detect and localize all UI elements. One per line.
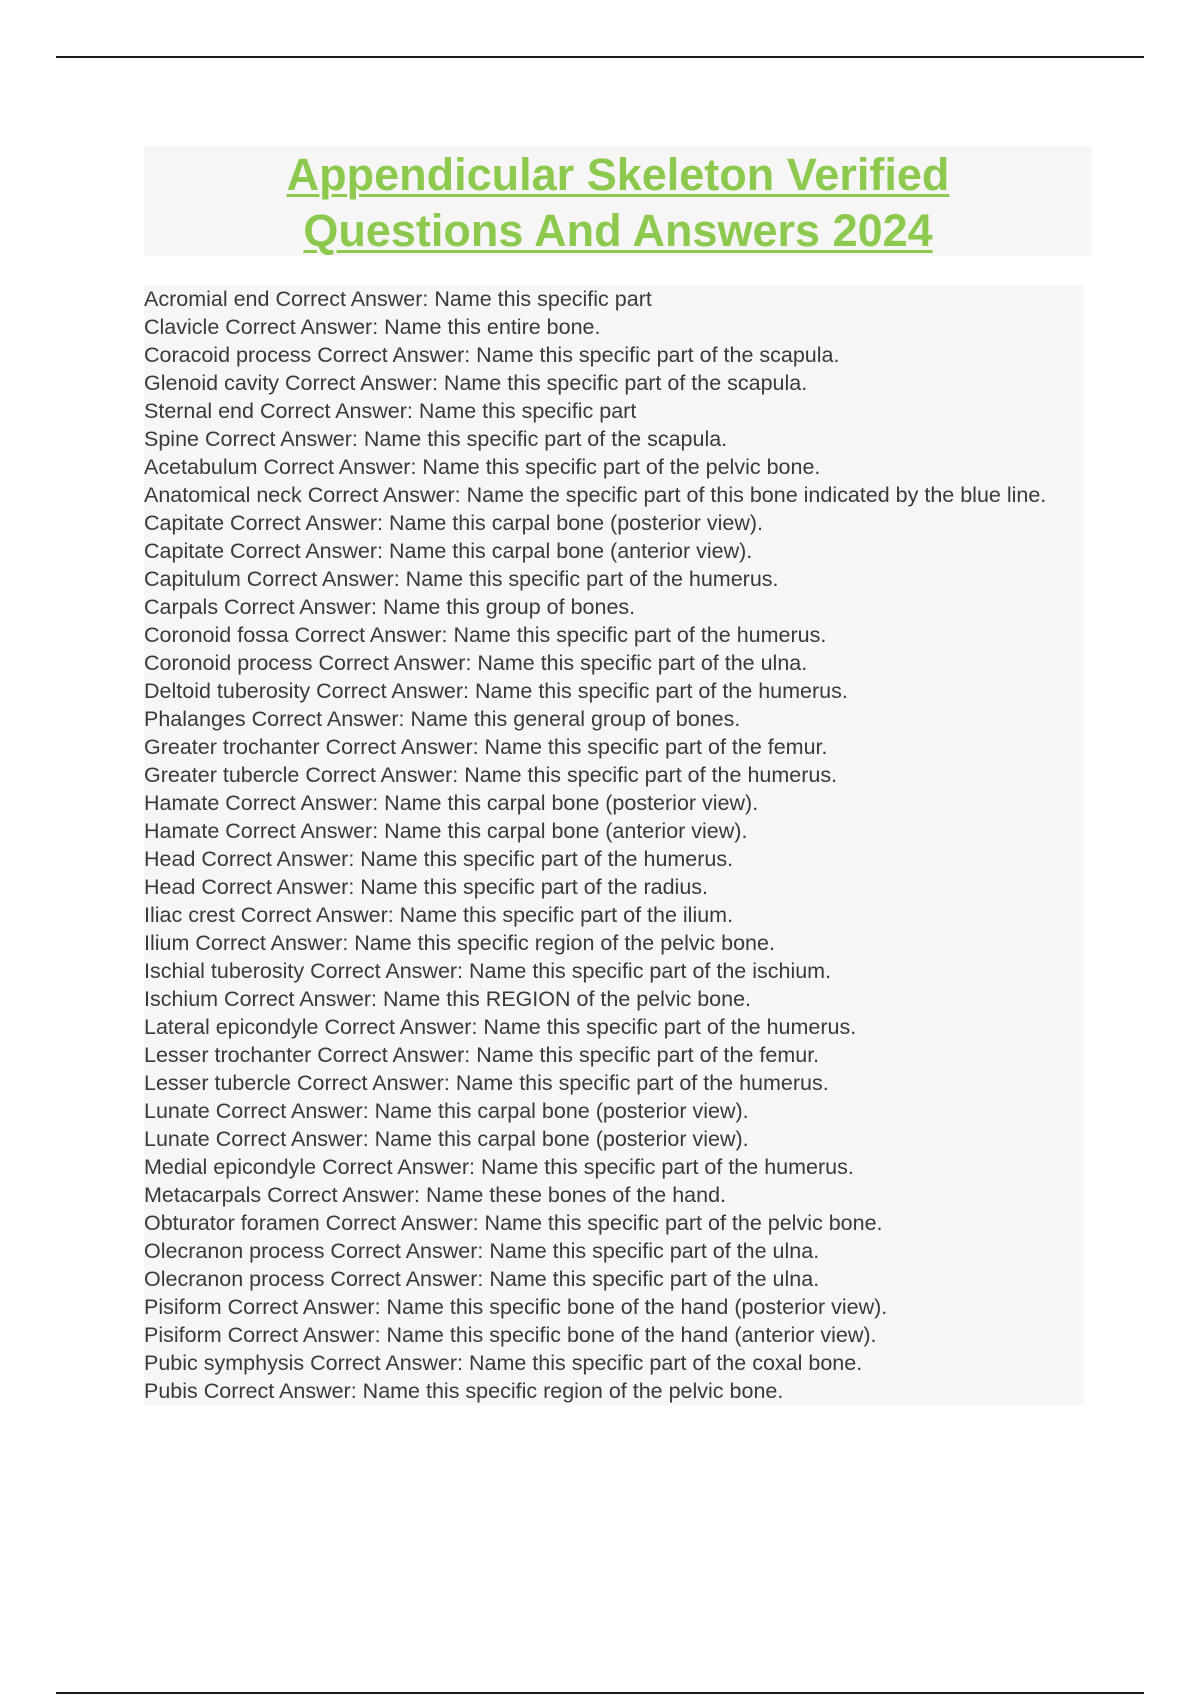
qa-item: Lunate Correct Answer: Name this carpal bone (posterior view). bbox=[144, 1125, 1084, 1153]
qa-item: Metacarpals Correct Answer: Name these bones of the hand. bbox=[144, 1181, 1084, 1209]
qa-item: Ilium Correct Answer: Name this specific region of the pelvic bone. bbox=[144, 929, 1084, 957]
qa-item: Spine Correct Answer: Name this specific part of the scapula. bbox=[144, 425, 1084, 453]
qa-item: Acetabulum Correct Answer: Name this specific part of the pelvic bone. bbox=[144, 453, 1084, 481]
qa-item: Capitulum Correct Answer: Name this specific part of the humerus. bbox=[144, 565, 1084, 593]
qa-item: Olecranon process Correct Answer: Name this specific part of the ulna. bbox=[144, 1265, 1084, 1293]
qa-item: Pubic symphysis Correct Answer: Name this specific part of the coxal bone. bbox=[144, 1349, 1084, 1377]
qa-item: Greater tubercle Correct Answer: Name this specific part of the humerus. bbox=[144, 761, 1084, 789]
qa-item: Olecranon process Correct Answer: Name this specific part of the ulna. bbox=[144, 1237, 1084, 1265]
qa-item: Lateral epicondyle Correct Answer: Name this specific part of the humerus. bbox=[144, 1013, 1084, 1041]
document-title-line-2: Questions And Answers 2024 bbox=[303, 205, 933, 256]
qa-item: Phalanges Correct Answer: Name this general group of bones. bbox=[144, 705, 1084, 733]
qa-item: Pisiform Correct Answer: Name this specific bone of the hand (anterior view). bbox=[144, 1321, 1084, 1349]
qa-item: Anatomical neck Correct Answer: Name the specific part of this bone indicated by the blue line. bbox=[144, 481, 1084, 509]
qa-item: Pubis Correct Answer: Name this specific region of the pelvic bone. bbox=[144, 1377, 1084, 1405]
qa-item: Head Correct Answer: Name this specific part of the humerus. bbox=[144, 845, 1084, 873]
qa-list bbox=[144, 285, 1084, 1405]
qa-item: Lesser trochanter Correct Answer: Name this specific part of the femur. bbox=[144, 1041, 1084, 1069]
qa-item: Medial epicondyle Correct Answer: Name this specific part of the humerus. bbox=[144, 1153, 1084, 1181]
qa-item: Capitate Correct Answer: Name this carpal bone (anterior view). bbox=[144, 537, 1084, 565]
qa-item: Hamate Correct Answer: Name this carpal bone (posterior view). bbox=[144, 789, 1084, 817]
qa-item: Coronoid fossa Correct Answer: Name this specific part of the humerus. bbox=[144, 621, 1084, 649]
qa-item: Glenoid cavity Correct Answer: Name this specific part of the scapula. bbox=[144, 369, 1084, 397]
qa-item: Ischium Correct Answer: Name this REGION of the pelvic bone. bbox=[144, 985, 1084, 1013]
qa-item: Ischial tuberosity Correct Answer: Name this specific part of the ischium. bbox=[144, 957, 1084, 985]
qa-item: Coronoid process Correct Answer: Name this specific part of the ulna. bbox=[144, 649, 1084, 677]
document-title-line-1: Appendicular Skeleton Verified bbox=[286, 149, 950, 200]
qa-item: Lunate Correct Answer: Name this carpal bone (posterior view). bbox=[144, 1097, 1084, 1125]
qa-item: Capitate Correct Answer: Name this carpal bone (posterior view). bbox=[144, 509, 1084, 537]
qa-item: Coracoid process Correct Answer: Name this specific part of the scapula. bbox=[144, 341, 1084, 369]
title-block bbox=[144, 146, 1092, 256]
qa-item: Carpals Correct Answer: Name this group of bones. bbox=[144, 593, 1084, 621]
qa-item: Deltoid tuberosity Correct Answer: Name this specific part of the humerus. bbox=[144, 677, 1084, 705]
qa-item: Greater trochanter Correct Answer: Name this specific part of the femur. bbox=[144, 733, 1084, 761]
qa-item: Lesser tubercle Correct Answer: Name this specific part of the humerus. bbox=[144, 1069, 1084, 1097]
qa-item: Sternal end Correct Answer: Name this specific part bbox=[144, 397, 1084, 425]
qa-item: Acromial end Correct Answer: Name this specific part bbox=[144, 285, 1084, 313]
qa-item: Clavicle Correct Answer: Name this entire bone. bbox=[144, 313, 1084, 341]
qa-item: Hamate Correct Answer: Name this carpal bone (anterior view). bbox=[144, 817, 1084, 845]
qa-item: Pisiform Correct Answer: Name this specific bone of the hand (posterior view). bbox=[144, 1293, 1084, 1321]
footer-rule bbox=[56, 1692, 1144, 1694]
header-rule bbox=[56, 56, 1144, 58]
qa-item: Head Correct Answer: Name this specific part of the radius. bbox=[144, 873, 1084, 901]
qa-item: Obturator foramen Correct Answer: Name this specific part of the pelvic bone. bbox=[144, 1209, 1084, 1237]
qa-item: Iliac crest Correct Answer: Name this specific part of the ilium. bbox=[144, 901, 1084, 929]
